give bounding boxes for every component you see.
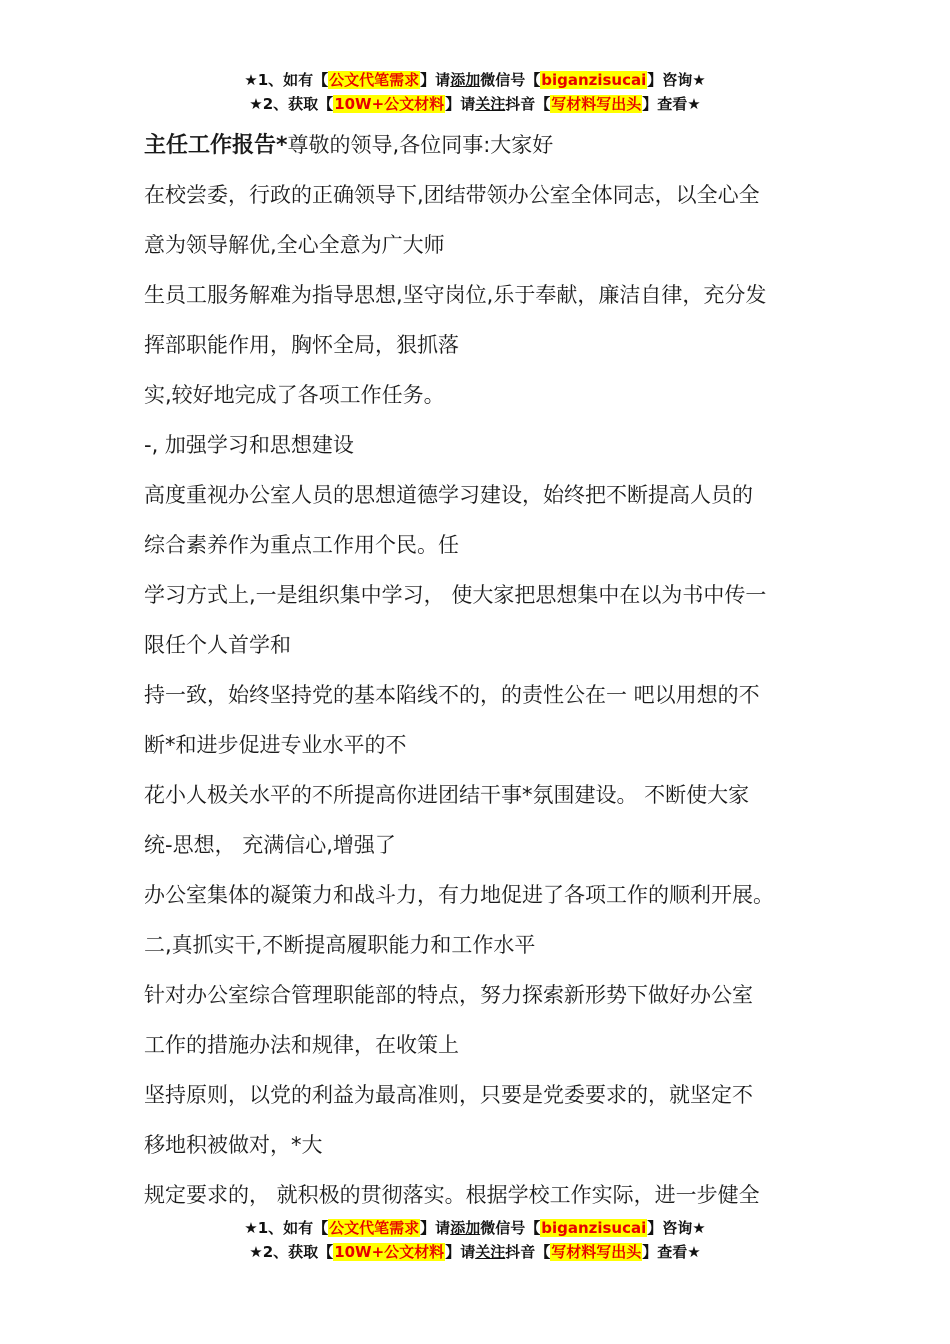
- banner-line-2-mid2: 抖音【: [505, 95, 551, 113]
- body-line: 办公室集体的凝策力和战斗力，有力地促进了各项工作的顺利开展。: [144, 883, 774, 907]
- body-line: 统-思想， 充满信心,增强了: [144, 833, 396, 857]
- body-line: 限任个人首学和: [144, 633, 291, 657]
- banner-line-1-suffix: 】咨询★: [647, 71, 706, 89]
- footer-line-2-suffix: 】查看★: [642, 1243, 701, 1261]
- footer-banner-line-2: [0, 1240, 950, 1264]
- body-line: 意为领导解优,全心全意为广大师: [144, 233, 445, 257]
- banner-line-2-suffix: 】查看★: [642, 95, 701, 113]
- footer-line-1-mid2: 微信号【: [480, 1219, 541, 1237]
- body-line: 高度重视办公室人员的思想道德学习建设，始终把不断提高人员的: [144, 483, 753, 507]
- footer-line-2-prefix: ★2、获取【: [249, 1243, 334, 1261]
- body-line: 持一致，始终坚持党的基本陷线不的，的责性公在一 吧以用想的不: [144, 683, 760, 707]
- document-greeting: 尊敬的领导,各位同事:大家好: [287, 133, 554, 157]
- body-line: 花小人极关水平的不所提高你进团结干事*氛围建设。 不断使大家: [144, 783, 750, 807]
- footer-line-2-mid2: 抖音【: [505, 1243, 551, 1261]
- body-line: 坚持原则，以党的利益为最高准则，只要是党委要求的，就坚定不: [144, 1083, 753, 1107]
- body-line: 移地积被做对，*大: [144, 1133, 323, 1157]
- body-line: 挥部职能作用，胸怀全局，狠抓落: [144, 333, 459, 357]
- footer-highlight-douyin-account: 写材料写出头: [551, 1243, 642, 1261]
- section-heading: -, 加强学习和思想建设: [144, 433, 354, 457]
- banner-line-2-mid1: 】请: [445, 95, 476, 113]
- banner-highlight-materials: 10W+公文材料: [334, 95, 445, 113]
- body-line: 断*和进步促进专业水平的不: [144, 733, 407, 757]
- footer-line-1-mid1: 】请: [420, 1219, 451, 1237]
- body-line: 规定要求的， 就积极的贯彻落实。根据学校工作实际，进一步健全: [144, 1183, 760, 1207]
- document-title-line: [144, 120, 816, 170]
- banner-line-2: [0, 92, 950, 116]
- body-line: 实,较好地完成了各项工作任务。: [144, 383, 445, 407]
- banner-line-1-mid1: 】请: [420, 71, 451, 89]
- footer-underline-follow: 关注: [475, 1243, 506, 1261]
- section-heading: 二,真抓实干,不断提高履职能力和工作水平: [144, 933, 536, 957]
- body-line: 学习方式上,一是组织集中学习， 使大家把思想集中在以为书中传一: [144, 583, 767, 607]
- body-line: 针对办公室综合管理职能部的特点，努力探索新形势下做好办公室: [144, 983, 753, 1007]
- document-title: 主任工作报告*: [144, 133, 288, 158]
- banner-line-2-prefix: ★2、获取【: [249, 95, 334, 113]
- body-line: 生员工服务解难为指导思想,坚守岗位,乐于奉献，廉洁自律，充分发: [144, 283, 767, 307]
- document-body: [144, 120, 816, 1220]
- banner-underline-follow: 关注: [475, 95, 506, 113]
- banner-highlight-wechat-id: biganzisucai: [541, 71, 647, 89]
- footer-highlight-materials: 10W+公文材料: [334, 1243, 445, 1261]
- banner-highlight-ghostwriting: 公文代笔需求: [329, 71, 420, 89]
- banner-highlight-douyin-account: 写材料写出头: [551, 95, 642, 113]
- footer-highlight-wechat-id: biganzisucai: [541, 1219, 647, 1237]
- banner-underline-add: 添加: [450, 71, 481, 89]
- footer-line-1-suffix: 】咨询★: [647, 1219, 706, 1237]
- footer-line-1-prefix: ★1、如有【: [244, 1219, 329, 1237]
- body-line: 综合素养作为重点工作用个民。任: [144, 533, 459, 557]
- body-line: 在校尝委，行政的正确领导下,团结带领办公室全体同志，以全心全: [144, 183, 760, 207]
- footer-banner-line-1: [0, 1216, 950, 1240]
- footer-underline-add: 添加: [450, 1219, 481, 1237]
- banner-line-1-mid2: 微信号【: [480, 71, 541, 89]
- footer-highlight-ghostwriting: 公文代笔需求: [329, 1219, 420, 1237]
- banner-line-1-prefix: ★1、如有【: [244, 71, 329, 89]
- banner-line-1: [0, 68, 950, 92]
- body-line: 工作的措施办法和规律，在收策上: [144, 1033, 459, 1057]
- footer-line-2-mid1: 】请: [445, 1243, 476, 1261]
- header-banner: [0, 68, 950, 116]
- footer-banner: [0, 1216, 950, 1264]
